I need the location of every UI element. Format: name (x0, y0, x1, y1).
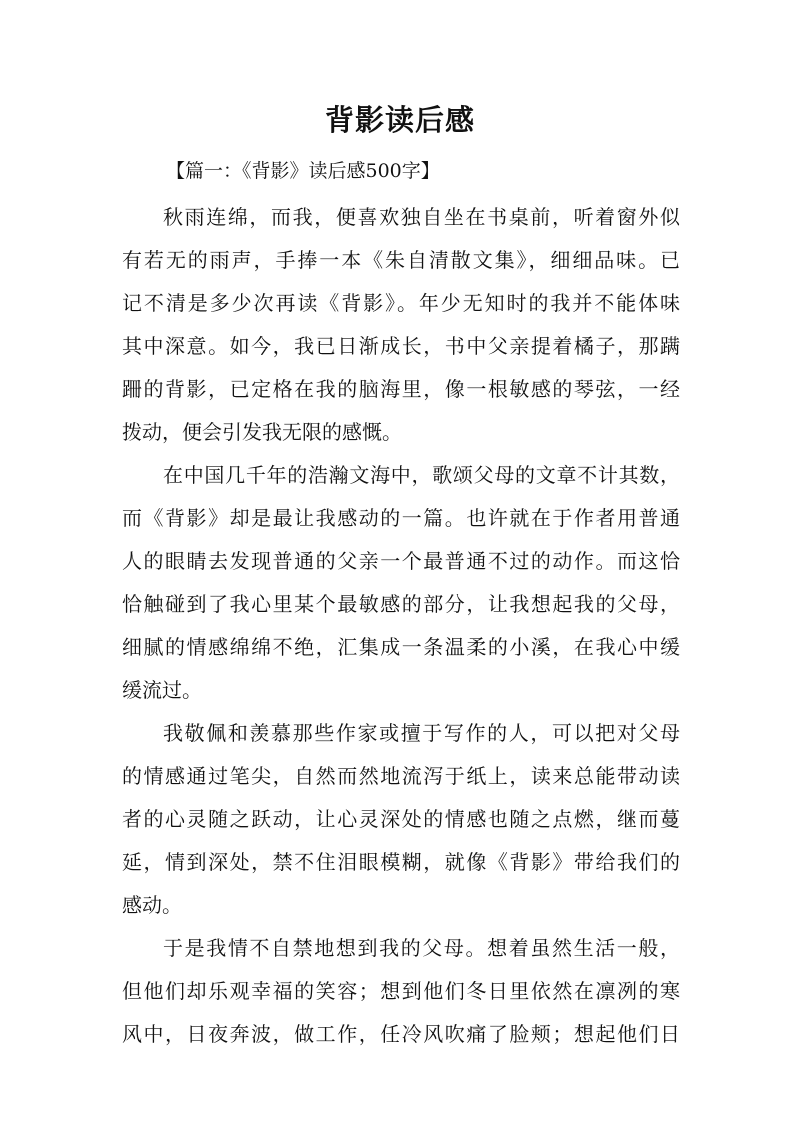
paragraph-1-line-1: 秋雨连绵，而我，便喜欢独自坐在书桌前，听着窗外似 (163, 205, 680, 229)
paragraph-4-line-3: 风中，日夜奔波，做工作，任冷风吹痛了脸颊；想起他们日 (122, 1022, 680, 1046)
paragraph-4-line-2: 但他们却乐观幸福的笑容；想到他们冬日里依然在凛冽的寒 (122, 979, 680, 1003)
paragraph-3-line-4: 延，情到深处，禁不住泪眼模糊，就像《背影》带给我们的 (122, 850, 680, 874)
paragraph-1-line-3: 记不清是多少次再读《背影》。年少无知时的我并不能体味 (122, 291, 680, 315)
paragraph-1-line-6: 拨动，便会引发我无限的感慨。 (122, 420, 402, 444)
paragraph-2-line-5: 细腻的情感绵绵不绝，汇集成一条温柔的小溪，在我心中缓 (122, 635, 680, 659)
paragraph-2-line-2: 而《背影》却是最让我感动的一篇。也许就在于作者用普通 (122, 506, 680, 530)
paragraph-4-line-1: 于是我情不自禁地想到我的父母。想着虽然生活一般， (163, 936, 680, 960)
paragraph-3-line-3: 者的心灵随之跃动，让心灵深处的情感也随之点燃，继而蔓 (122, 807, 680, 831)
document-title: 背影读后感 (324, 103, 475, 137)
section-heading: 【篇一：《背影》读后感500字】 (166, 160, 440, 182)
paragraph-3-line-2: 的情感通过笔尖，自然而然地流泻于纸上，读来总能带动读 (122, 764, 680, 788)
paragraph-2-line-1: 在中国几千年的浩瀚文海中，歌颂父母的文章不计其数， (163, 463, 680, 487)
paragraph-2-line-6: 缓流过。 (122, 678, 202, 702)
paragraph-1-line-2: 有若无的雨声，手捧一本《朱自清散文集》，细细品味。已 (122, 248, 680, 272)
paragraph-1-line-5: 跚的背影，已定格在我的脑海里，像一根敏感的琴弦，一经 (122, 377, 680, 401)
paragraph-3-line-5: 感动。 (122, 893, 182, 917)
paragraph-3-line-1: 我敬佩和羡慕那些作家或擅于写作的人，可以把对父母 (163, 721, 680, 745)
paragraph-1-line-4: 其中深意。如今，我已日渐成长，书中父亲提着橘子，那蹒 (122, 334, 680, 358)
paragraph-2-line-3: 人的眼睛去发现普通的父亲一个最普通不过的动作。而这恰 (122, 549, 680, 573)
paragraph-2-line-4: 恰触碰到了我心里某个最敏感的部分，让我想起我的父母， (122, 592, 680, 616)
